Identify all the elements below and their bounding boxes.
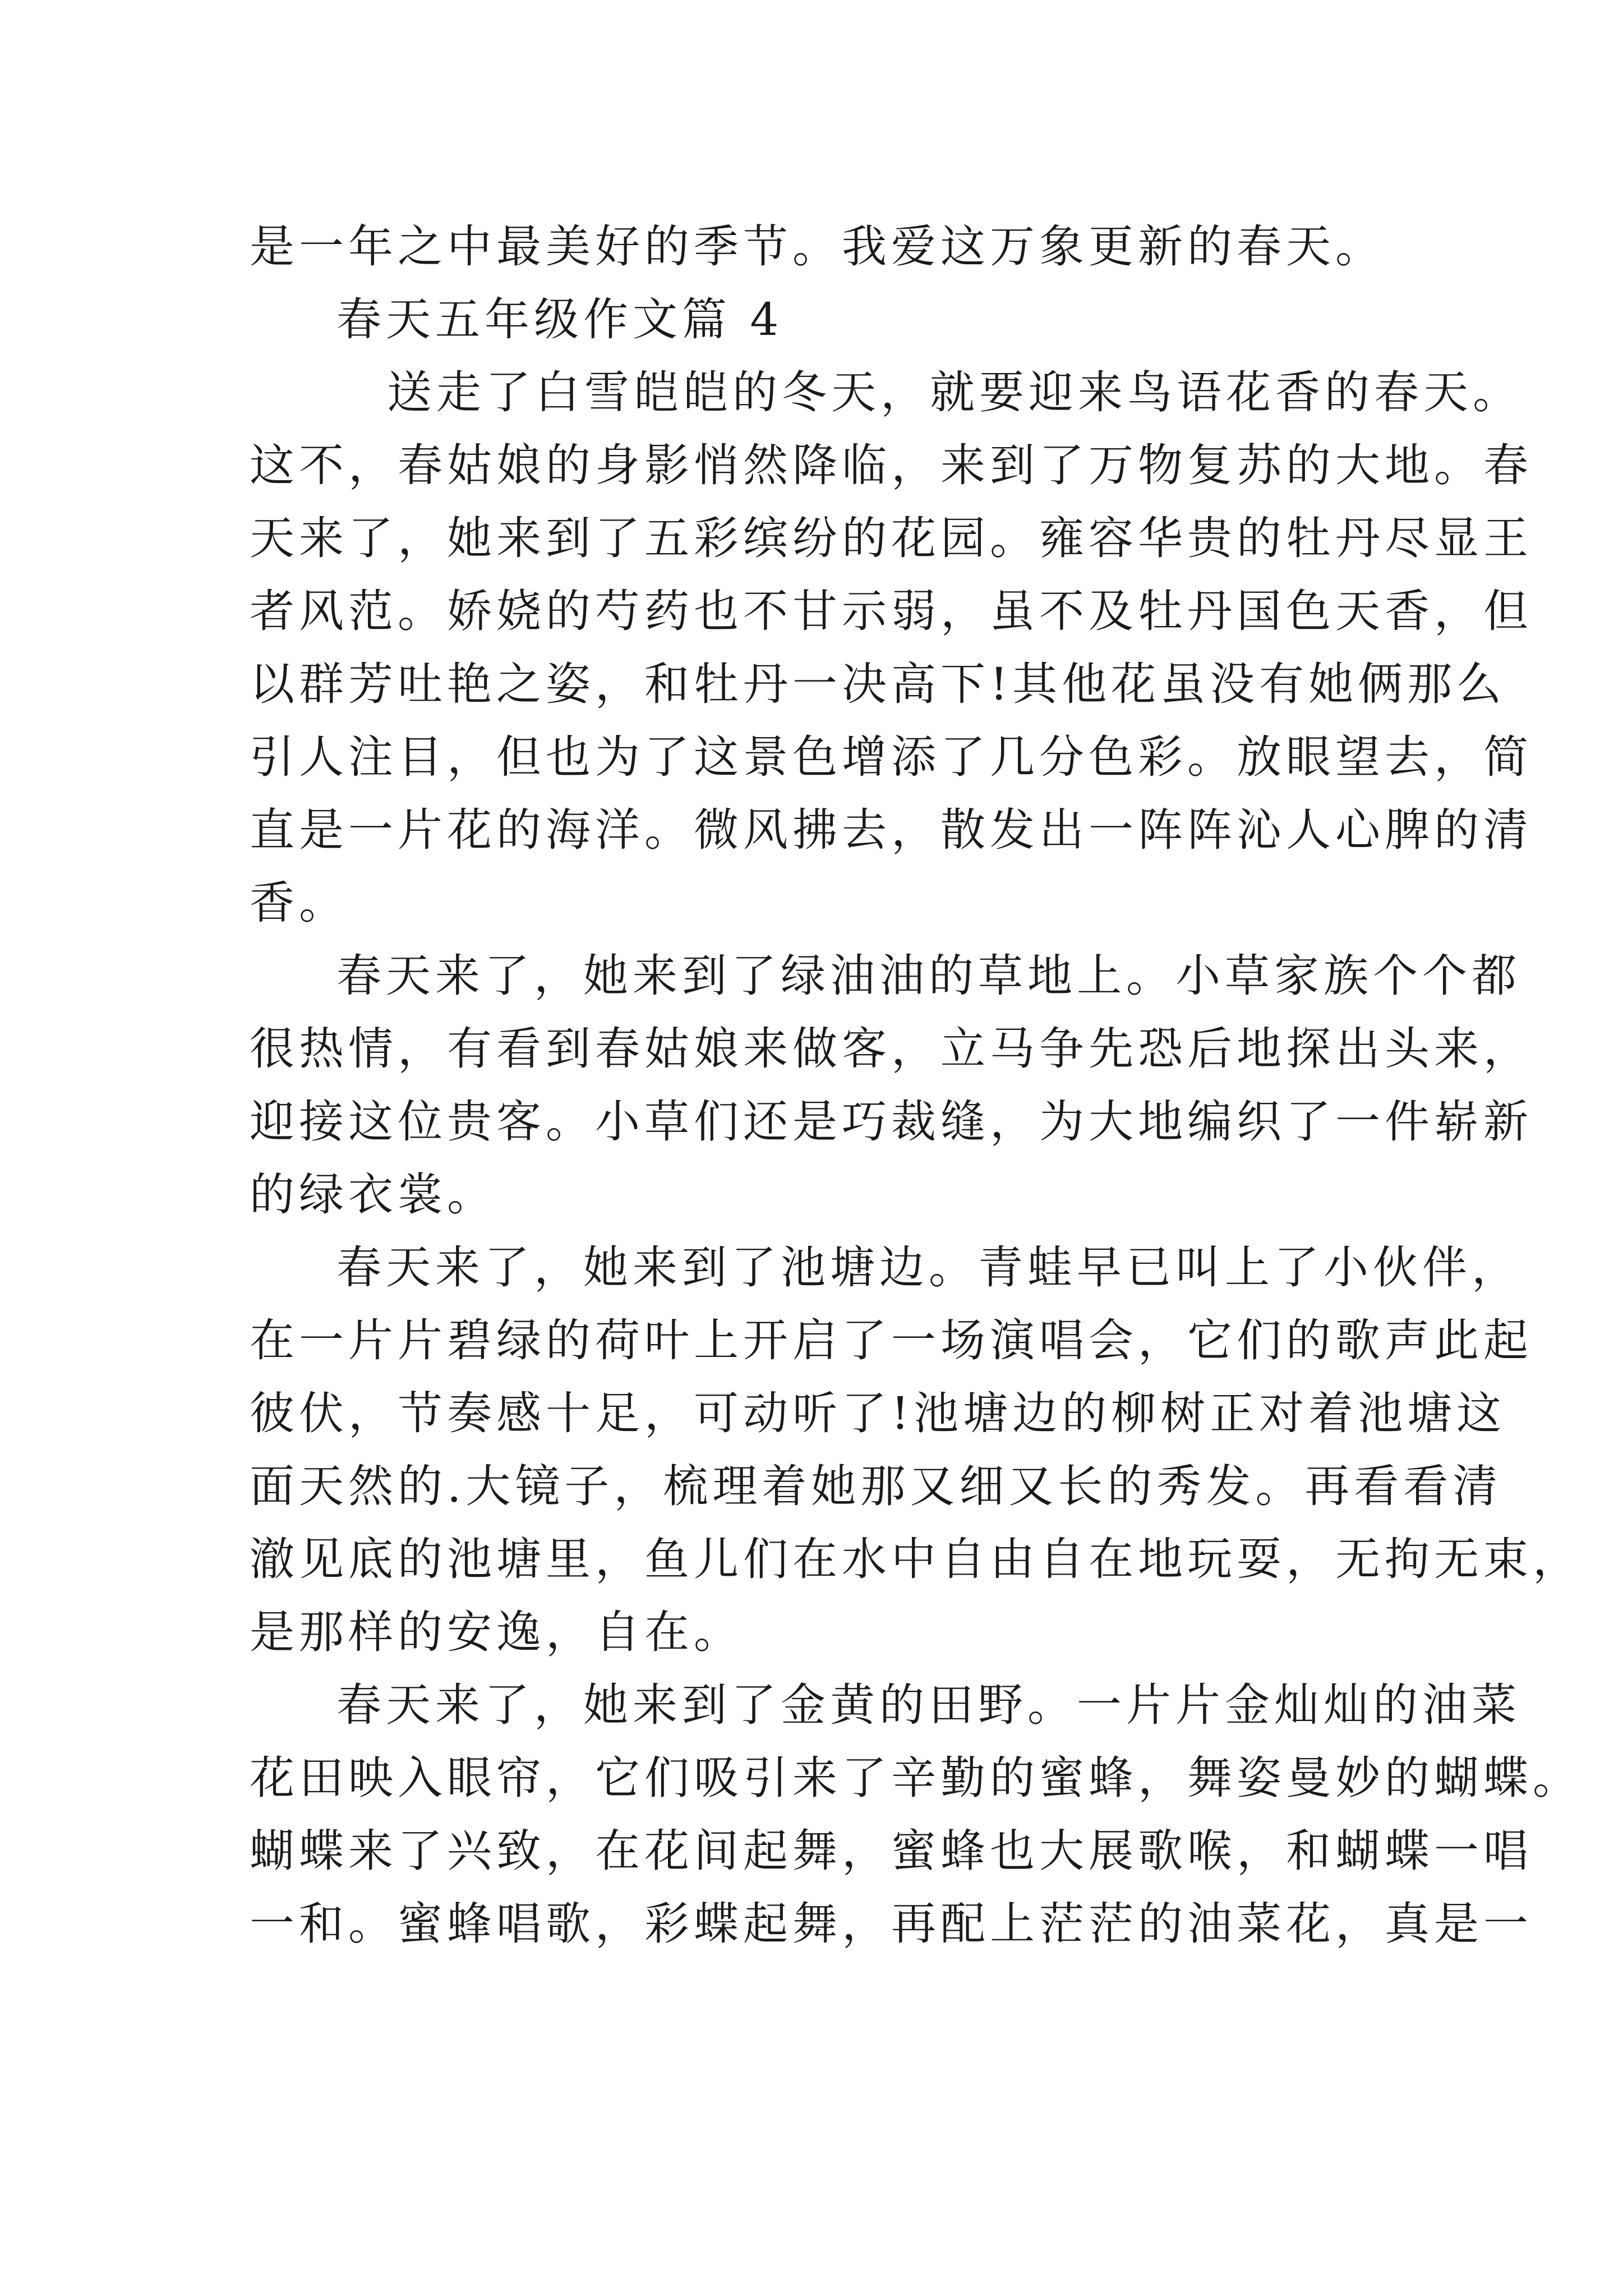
text-line: 花田映入眼帘，它们吸引来了辛勤的蜜蜂，舞姿曼妙的蝴蝶。 <box>250 1752 1582 1804</box>
text-line: 很热情，有看到春姑娘来做客，立马争先恐后地探出头来， <box>250 1023 1533 1075</box>
text-line: 者风范。娇娆的芍药也不甘示弱，虽不及牡丹国色天香，但 <box>250 585 1533 637</box>
text-line: 春天来了，她来到了金黄的田野。一片片金灿灿的油菜 <box>336 1679 1521 1731</box>
text-line: 面天然的.大镜子，梳理着她那又细又长的秀发。再看看清 <box>250 1460 1502 1512</box>
text-line: 蝴蝶来了兴致，在花间起舞，蜜蜂也大展歌喉，和蝴蝶一唱 <box>250 1825 1533 1877</box>
text-line: 迎接这位贵客。小草们还是巧裁缝，为大地编织了一件崭新 <box>250 1096 1533 1148</box>
text-line: 的绿衣裳。 <box>250 1168 496 1221</box>
text-line: 春天来了，她来到了池塘边。青蛙早已叫上了小伙伴， <box>336 1241 1521 1294</box>
text-line: 这不，春姑娘的身影悄然降临，来到了万物复苏的大地。春 <box>250 439 1533 491</box>
text-line: 在一片片碧绿的荷叶上开启了一场演唱会，它们的歌声此起 <box>250 1314 1533 1366</box>
text-line: 香。 <box>250 877 348 929</box>
text-line: 直是一片花的海洋。微风拂去，散发出一阵阵沁人心脾的清 <box>250 804 1533 856</box>
text-line: 澈见底的池塘里，鱼儿们在水中自由自在地玩耍，无拘无束， <box>250 1533 1582 1585</box>
text-line: 是那样的安逸，自在。 <box>250 1606 743 1658</box>
text-line: 是一年之中最美好的季节。我爱这万象更新的春天。 <box>250 220 1385 273</box>
text-line: 天来了，她来到了五彩缤纷的花园。雍容华贵的牡丹尽显王 <box>250 512 1533 564</box>
section-heading: 春天五年级作文篇 4 <box>336 293 783 346</box>
text-line: 春天来了，她来到了绿油油的草地上。小草家族个个都 <box>336 950 1521 1002</box>
text-line: 彼伏，节奏感十足，可动听了!池塘边的柳树正对着池塘这 <box>250 1387 1506 1439</box>
text-line: 引人注目，但也为了这景色增添了几分色彩。放眼望去，简 <box>250 731 1533 783</box>
text-line: 一和。蜜蜂唱歌，彩蝶起舞，再配上茫茫的油菜花，真是一 <box>250 1898 1533 1950</box>
text-line: 送走了白雪皑皑的冬天，就要迎来鸟语花香的春天。 <box>387 366 1522 418</box>
text-line: 以群芳吐艳之姿，和牡丹一决高下!其他花虽没有她俩那么 <box>250 658 1506 710</box>
